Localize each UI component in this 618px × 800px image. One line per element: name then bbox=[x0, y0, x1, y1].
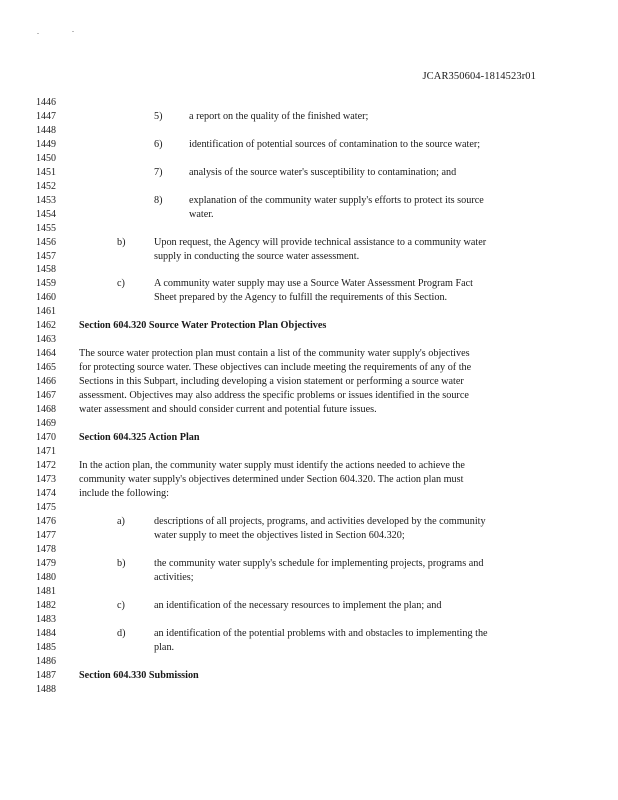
paragraph-line: Sections in this Subpart, including developing a vision statement or performing a source water bbox=[79, 376, 464, 387]
line-number: 1484 bbox=[36, 628, 56, 639]
line-number: 1455 bbox=[36, 223, 56, 234]
list-item-text: the community water supply's schedule for implementing projects, programs and bbox=[154, 558, 484, 569]
line-number: 1451 bbox=[36, 167, 56, 178]
list-item-text: water supply to meet the objectives listed in Section 604.320; bbox=[154, 530, 405, 541]
line-number: 1472 bbox=[36, 460, 56, 471]
line-number: 1470 bbox=[36, 432, 56, 443]
paragraph-line: assessment. Objectives may also address the specific problems or issues identified in the source bbox=[79, 390, 469, 401]
list-item-text: plan. bbox=[154, 642, 175, 653]
list-item-text: activities; bbox=[154, 572, 194, 583]
line-number: 1488 bbox=[36, 684, 56, 695]
line-number: 1457 bbox=[36, 251, 56, 262]
list-marker: 7) bbox=[154, 167, 163, 178]
line-number: 1461 bbox=[36, 306, 56, 317]
scan-speck bbox=[72, 31, 74, 32]
line-number: 1465 bbox=[36, 362, 56, 373]
line-number: 1478 bbox=[36, 544, 56, 555]
line-number: 1464 bbox=[36, 348, 56, 359]
list-item-text: an identification of the necessary resources to implement the plan; and bbox=[154, 600, 442, 611]
line-number: 1479 bbox=[36, 558, 56, 569]
list-item-text: analysis of the source water's susceptibility to contamination; and bbox=[189, 167, 457, 178]
list-item-text: water. bbox=[189, 209, 214, 220]
paragraph-line: include the following: bbox=[79, 488, 169, 499]
list-item-text: identification of potential sources of contamination to the source water; bbox=[189, 139, 481, 150]
subsection-text: Sheet prepared by the Agency to fulfill the requirements of this Section. bbox=[154, 292, 448, 303]
line-number: 1486 bbox=[36, 656, 56, 667]
line-number: 1468 bbox=[36, 404, 56, 415]
line-number: 1467 bbox=[36, 390, 56, 401]
line-number: 1474 bbox=[36, 488, 56, 499]
subsection-text: A community water supply may use a Source Water Assessment Program Fact bbox=[154, 278, 473, 289]
line-number: 1480 bbox=[36, 572, 56, 583]
list-marker: b) bbox=[117, 558, 126, 569]
section-heading: Section 604.325 Action Plan bbox=[79, 432, 200, 443]
line-number: 1456 bbox=[36, 237, 56, 248]
list-item-text: a report on the quality of the finished water; bbox=[189, 111, 369, 122]
line-number: 1476 bbox=[36, 516, 56, 527]
line-number: 1471 bbox=[36, 446, 56, 457]
paragraph-line: community water supply's objectives determined under Section 604.320. The action plan must bbox=[79, 474, 464, 485]
line-number: 1463 bbox=[36, 334, 56, 345]
line-number: 1477 bbox=[36, 530, 56, 541]
scan-speck bbox=[37, 33, 39, 34]
line-number: 1452 bbox=[36, 181, 56, 192]
list-marker: 6) bbox=[154, 139, 163, 150]
paragraph-line: The source water protection plan must contain a list of the community water supply's objectives bbox=[79, 348, 470, 359]
paragraph-line: water assessment and should consider current and potential future issues. bbox=[79, 404, 377, 415]
list-item-text: an identification of the potential problems with and obstacles to implementing the bbox=[154, 628, 488, 639]
list-marker: c) bbox=[117, 600, 125, 611]
line-number: 1458 bbox=[36, 264, 56, 275]
subsection-marker: b) bbox=[117, 237, 126, 248]
document-id: JCAR350604-1814523r01 bbox=[422, 71, 536, 82]
line-number: 1447 bbox=[36, 111, 56, 122]
line-number: 1459 bbox=[36, 278, 56, 289]
line-number: 1446 bbox=[36, 97, 56, 108]
line-number: 1460 bbox=[36, 292, 56, 303]
list-item-text: descriptions of all projects, programs, and activities developed by the community bbox=[154, 516, 486, 527]
line-number: 1485 bbox=[36, 642, 56, 653]
paragraph-line: for protecting source water. These objectives can include meeting the requirements of any of the bbox=[79, 362, 472, 373]
line-number: 1450 bbox=[36, 153, 56, 164]
list-marker: a) bbox=[117, 516, 125, 527]
line-number: 1469 bbox=[36, 418, 56, 429]
line-number: 1462 bbox=[36, 320, 56, 331]
list-marker: d) bbox=[117, 628, 126, 639]
line-number: 1453 bbox=[36, 195, 56, 206]
line-number: 1481 bbox=[36, 586, 56, 597]
line-number: 1473 bbox=[36, 474, 56, 485]
section-heading: Section 604.330 Submission bbox=[79, 670, 199, 681]
line-number: 1483 bbox=[36, 614, 56, 625]
subsection-text: supply in conducting the source water assessment. bbox=[154, 251, 360, 262]
paragraph-line: In the action plan, the community water supply must identify the actions needed to achieve the bbox=[79, 460, 465, 471]
line-number: 1475 bbox=[36, 502, 56, 513]
line-number: 1454 bbox=[36, 209, 56, 220]
list-marker: 5) bbox=[154, 111, 163, 122]
line-number: 1487 bbox=[36, 670, 56, 681]
line-number: 1448 bbox=[36, 125, 56, 136]
section-heading: Section 604.320 Source Water Protection Plan Objectives bbox=[79, 320, 327, 331]
line-number: 1482 bbox=[36, 600, 56, 611]
line-number: 1449 bbox=[36, 139, 56, 150]
list-item-text: explanation of the community water supply's efforts to protect its source bbox=[189, 195, 484, 206]
list-marker: 8) bbox=[154, 195, 163, 206]
subsection-marker: c) bbox=[117, 278, 125, 289]
subsection-text: Upon request, the Agency will provide technical assistance to a community water bbox=[154, 237, 487, 248]
line-number: 1466 bbox=[36, 376, 56, 387]
